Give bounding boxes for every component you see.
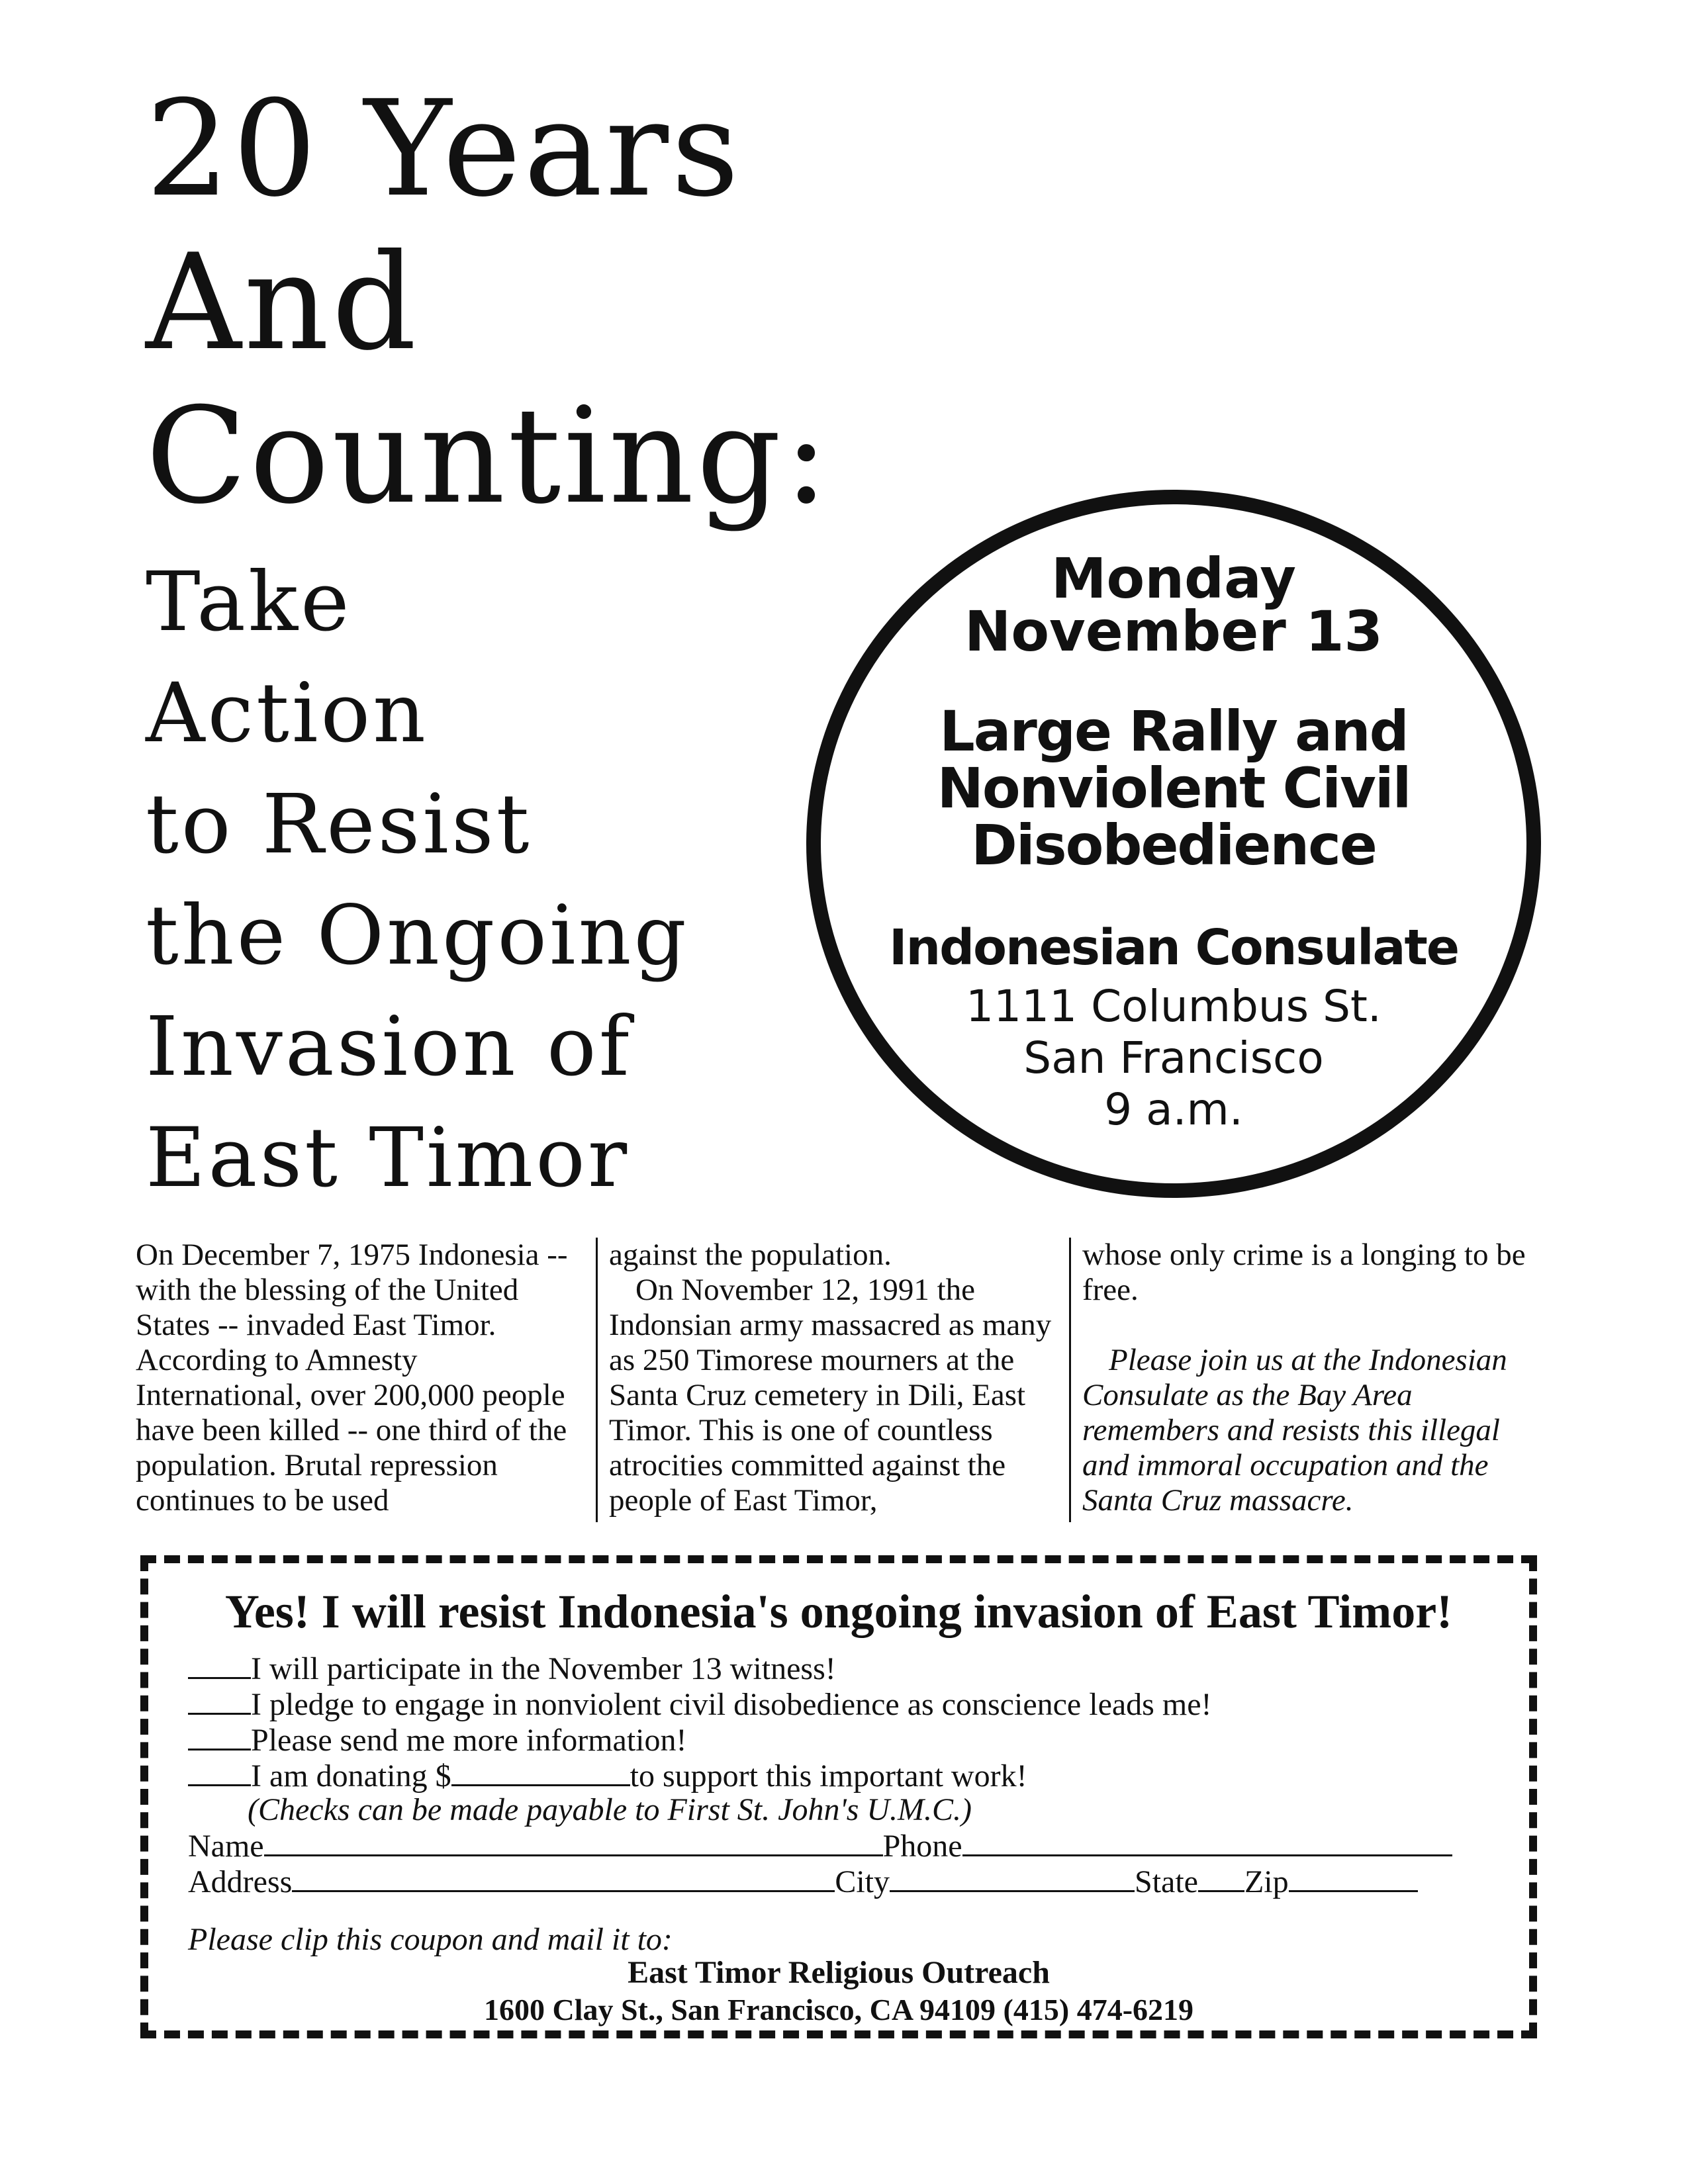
- event-date: November 13: [964, 599, 1383, 664]
- option-label: I pledge to engage in nonviolent civil disobedience as conscience leads me!: [251, 1687, 1212, 1722]
- option-label: I will participate in the November 13 witness!: [251, 1651, 836, 1686]
- checkbox-blank[interactable]: [188, 1651, 251, 1679]
- coupon-option-pledge[interactable]: [188, 1686, 1211, 1723]
- name-field[interactable]: [264, 1828, 883, 1856]
- event-circle: [806, 490, 1541, 1198]
- donation-amount-field[interactable]: [451, 1758, 630, 1786]
- headline-line: And: [146, 226, 420, 380]
- option-label: to support this important work!: [630, 1758, 1027, 1794]
- event-day: Monday: [1051, 546, 1297, 611]
- event-time: 9 a.m.: [1104, 1084, 1243, 1135]
- address-field[interactable]: [292, 1864, 835, 1892]
- event-address: [821, 981, 1526, 1136]
- body-column-1: [136, 1238, 586, 1518]
- phone-label: Phone: [882, 1829, 962, 1864]
- state-field[interactable]: [1198, 1864, 1244, 1892]
- name-label: Name: [188, 1829, 264, 1864]
- body-paragraph: On December 7, 1975 Indonesia -- with the blessing of the United States -- invaded East Timor. According to Amnesty International, over 200,000 people have been killed -- one third of the population. Brutal repression continues to be used: [136, 1238, 568, 1518]
- address-row: [188, 1864, 1418, 1900]
- option-label: I am donating $: [251, 1758, 451, 1794]
- subheadline-line: Action: [146, 666, 428, 761]
- clip-note: Please clip this coupon and mail it to:: [188, 1922, 673, 1957]
- column-divider: [1069, 1238, 1071, 1522]
- name-phone-row: [188, 1828, 1452, 1864]
- body-column-2: [609, 1238, 1066, 1518]
- phone-field[interactable]: [962, 1828, 1452, 1856]
- checkbox-blank[interactable]: [188, 1686, 251, 1715]
- event-venue: Indonesian Consulate: [888, 919, 1459, 976]
- option-label: Please send me more information!: [251, 1723, 687, 1758]
- headline-line: Counting:: [146, 379, 831, 533]
- body-paragraph: against the population.: [609, 1238, 892, 1272]
- response-coupon: [140, 1555, 1537, 2038]
- event-description: Large Rally and Nonviolent Civil Disobedience: [937, 699, 1411, 878]
- checkbox-blank[interactable]: [188, 1722, 251, 1751]
- event-street: 1111 Columbus St.: [966, 981, 1381, 1032]
- body-column-3: [1082, 1238, 1539, 1518]
- zip-label: Zip: [1244, 1864, 1289, 1899]
- subheadline-line: East Timor: [146, 1111, 630, 1206]
- checks-note: (Checks can be made payable to First St. John's U.M.C.): [248, 1792, 972, 1827]
- coupon-title: Yes! I will resist Indonesia's ongoing invasion of East Timor!: [224, 1585, 1453, 1638]
- city-label: City: [835, 1864, 890, 1899]
- subheadline-line: Take: [146, 555, 352, 650]
- subheadline-line: the Ongoing: [146, 888, 689, 983]
- org-address: 1600 Clay St., San Francisco, CA 94109 (415) 474-6219: [483, 1993, 1194, 2026]
- column-divider: [596, 1238, 598, 1522]
- coupon-option-donate[interactable]: [188, 1758, 1027, 1794]
- subheadline-line: Invasion of: [146, 999, 632, 1095]
- coupon-option-info[interactable]: [188, 1722, 686, 1758]
- org-name: East Timor Religious Outreach: [628, 1955, 1050, 1990]
- address-label: Address: [188, 1864, 293, 1899]
- checkbox-blank[interactable]: [188, 1758, 251, 1786]
- headline-line: 20 Years: [146, 72, 742, 226]
- body-paragraph: whose only crime is a longing to be free.: [1082, 1238, 1526, 1307]
- event-city: San Francisco: [1023, 1032, 1324, 1083]
- body-paragraph: On November 12, 1991 the Indonsian army massacred as many as 250 Timorese mourners at the Santa Cruz cemetery in Dili, East Timor. This is one of countless atrocities committed against the people of East Timor,: [609, 1273, 1052, 1518]
- state-label: State: [1135, 1864, 1198, 1899]
- city-field[interactable]: [890, 1864, 1135, 1892]
- coupon-option-participate[interactable]: [188, 1651, 836, 1687]
- subheadline-line: to Resist: [146, 777, 532, 872]
- call-to-action: Please join us at the Indonesian Consulate as the Bay Area remembers and resists this illegal and immoral occupation and the Santa Cruz massacre.: [1082, 1343, 1507, 1518]
- body-columns: [136, 1238, 1532, 1529]
- zip-field[interactable]: [1289, 1864, 1418, 1892]
